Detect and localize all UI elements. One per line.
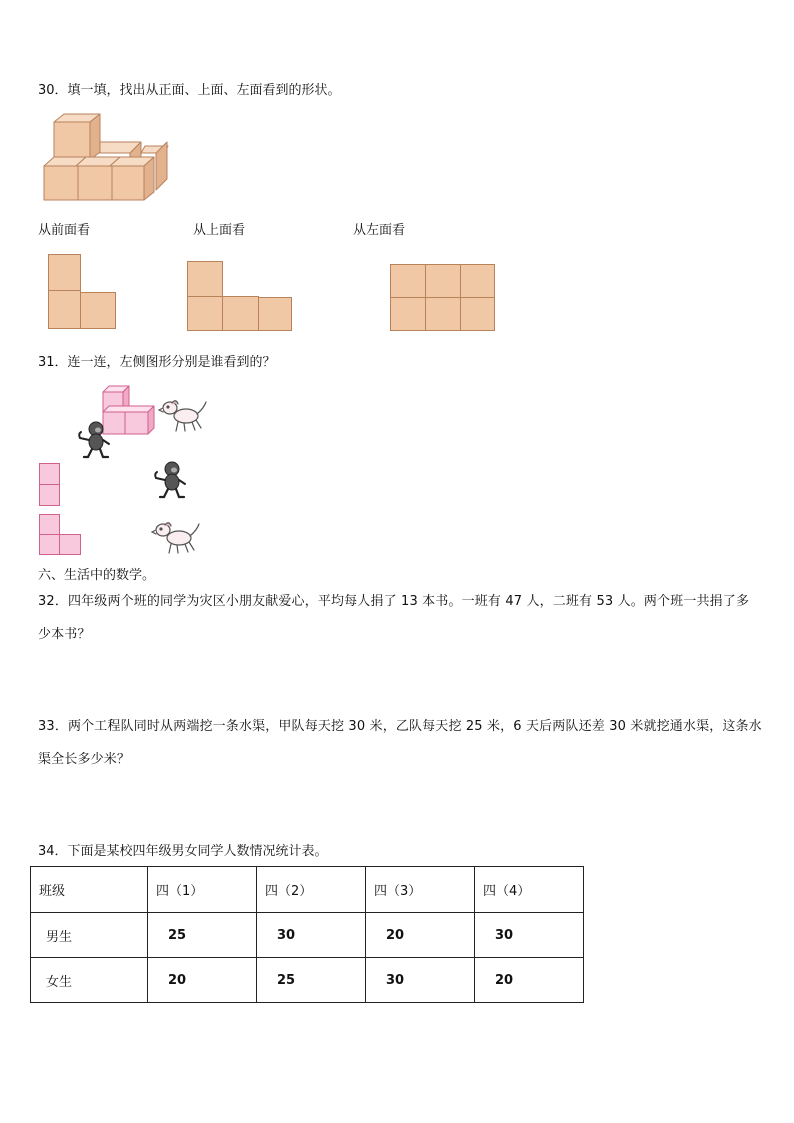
stats-table (30, 866, 584, 1003)
table-header-cell: 班级 (31, 867, 148, 913)
q33-text: 33．两个工程队同时从两端挖一条水渠，甲队每天挖 30 米，乙队每天挖 25 米，6 天后两队还差 30 米就挖通水渠，这条水渠全长多少米？ (38, 719, 762, 767)
q32-text: 32．四年级两个班的同学为灾区小朋友献爱心，平均每人捐了 13 本书。一班有 47 人，二班有 53 人。两个班一共捐了多少本书？ (38, 594, 750, 642)
dog-icon (151, 518, 201, 556)
table-header-cell: 四（2） (257, 867, 366, 913)
q34-text: 34．下面是某校四年级男女同学人数情况统计表。 (38, 844, 328, 859)
cube-stack-figure (40, 112, 170, 204)
table-row (31, 958, 584, 1003)
q30-text: 30．填一填，找出从正面、上面、左面看到的形状。 (38, 83, 341, 98)
table-cell: 25 (148, 913, 257, 958)
table-cell: 20 (148, 958, 257, 1003)
table-cell: 30 (257, 913, 366, 958)
row-label: 女生 (31, 958, 148, 1003)
section-title: 六、生活中的数学。 (38, 568, 156, 583)
table-header-cell: 四（4） (475, 867, 584, 913)
label-view-left: 从左面看 (353, 223, 406, 238)
table-cell: 20 (475, 958, 584, 1003)
dog-icon (158, 396, 208, 434)
table-header-cell: 四（1） (148, 867, 257, 913)
table-cell: 20 (366, 913, 475, 958)
table-header-cell: 四（3） (366, 867, 475, 913)
table-cell: 30 (366, 958, 475, 1003)
monkey-icon (152, 460, 192, 500)
table-cell: 30 (475, 913, 584, 958)
table-row (31, 913, 584, 958)
label-view-top: 从上面看 (193, 223, 246, 238)
label-view-front: 从前面看 (38, 223, 91, 238)
table-cell: 25 (257, 958, 366, 1003)
table-header-row (31, 867, 584, 913)
monkey-icon (76, 420, 116, 460)
q31-text: 31．连一连，左侧图形分别是谁看到的？ (38, 355, 276, 370)
row-label: 男生 (31, 913, 148, 958)
